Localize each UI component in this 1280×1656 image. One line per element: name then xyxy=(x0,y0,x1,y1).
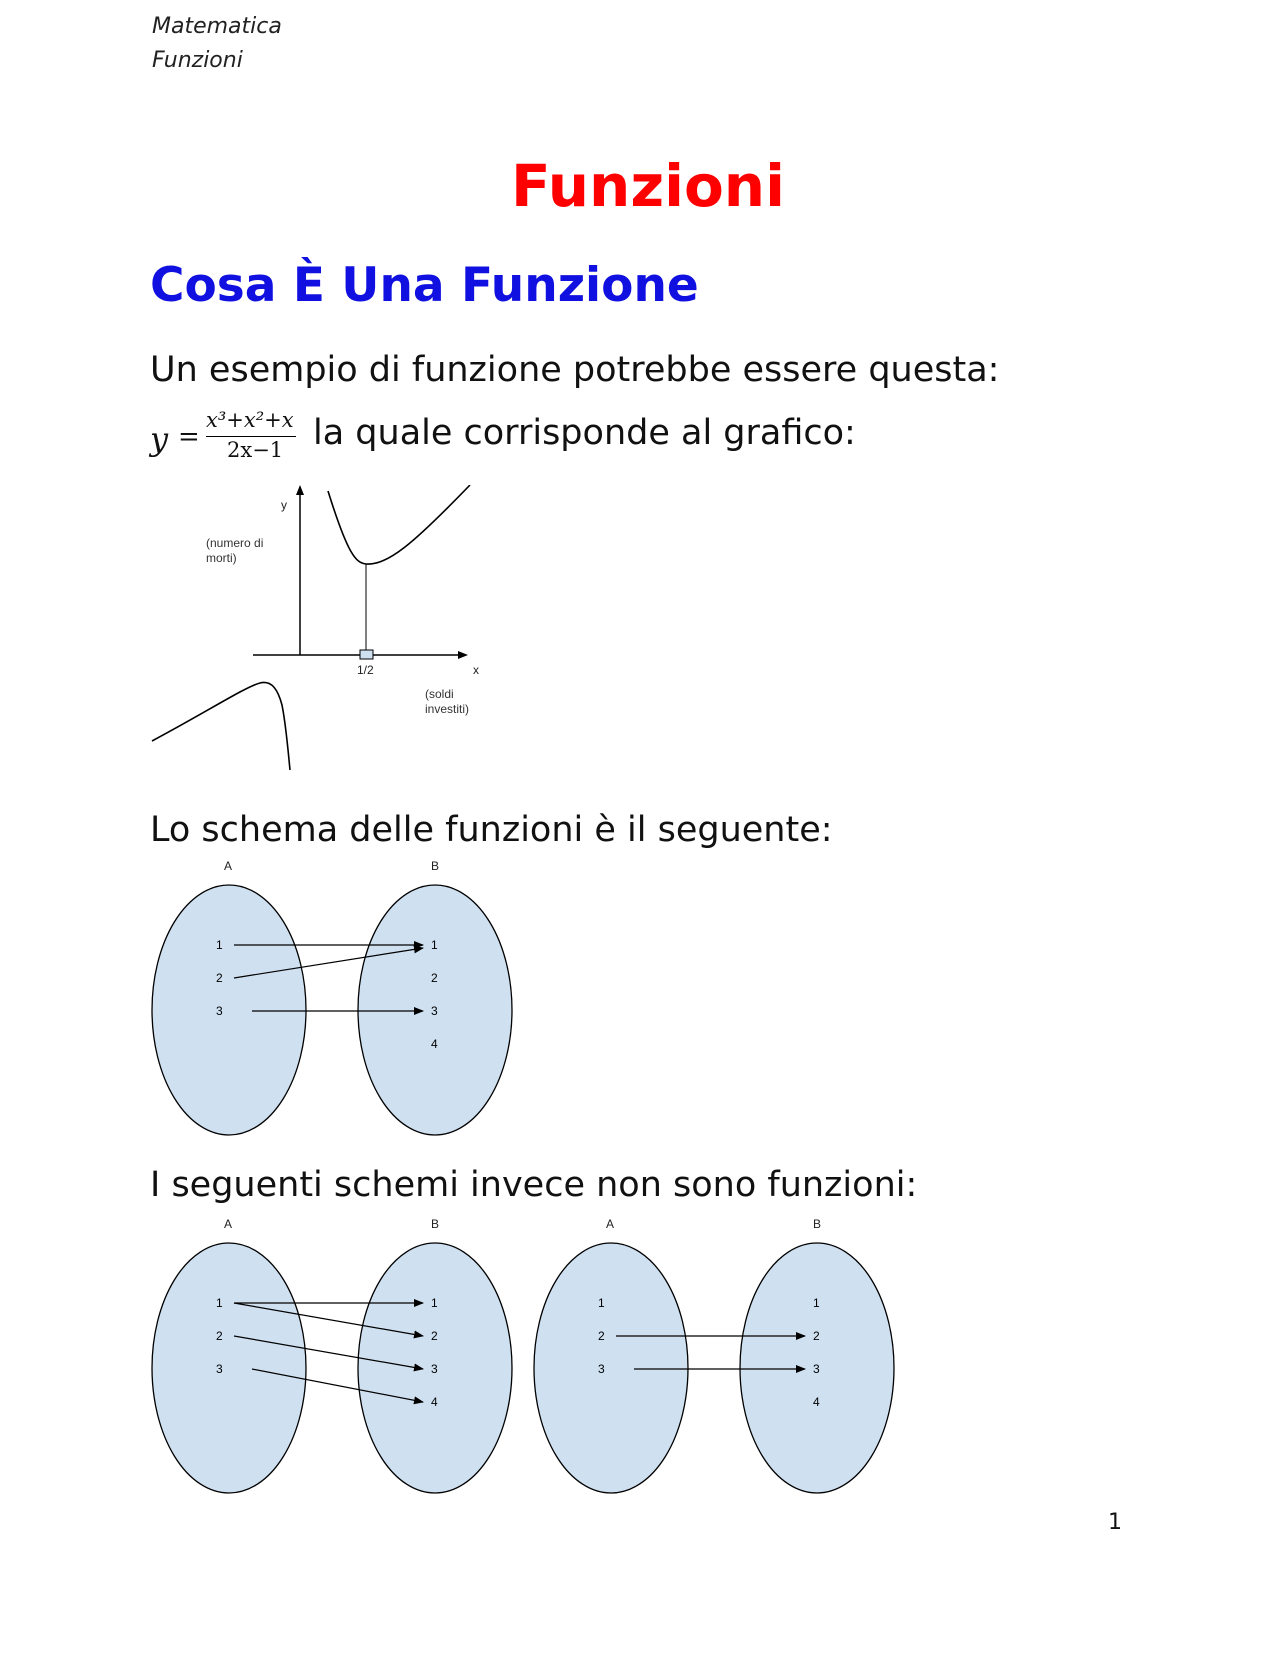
set-a-element: 2 xyxy=(216,1329,223,1343)
x-axis-desc-line2: investiti) xyxy=(425,702,470,716)
y-axis-label: y xyxy=(281,498,287,512)
set-b-label: B xyxy=(813,1217,822,1231)
y-axis-desc-line2: morti) xyxy=(206,551,237,565)
set-b-element: 4 xyxy=(431,1395,438,1409)
set-b-element: 1 xyxy=(813,1296,820,1310)
formula-denominator: 2x−1 xyxy=(227,438,284,462)
formula-equals: = xyxy=(178,422,200,452)
page-title xyxy=(0,152,1280,220)
set-b-element: 4 xyxy=(813,1395,820,1409)
set-a-element: 1 xyxy=(216,1296,223,1310)
set-a-label: A xyxy=(224,859,233,873)
page-number: 1 xyxy=(1108,1510,1122,1535)
x-axis-arrow xyxy=(458,651,468,659)
set-b-element: 4 xyxy=(431,1037,438,1051)
set-a-ellipse xyxy=(152,885,306,1135)
set-b-element: 1 xyxy=(431,1296,438,1310)
function-mapping-diagram xyxy=(150,855,530,1145)
graph-caption: la quale corrisponde al grafico: xyxy=(313,413,856,453)
formula-lhs: y xyxy=(150,420,169,458)
x-axis-desc-line1: (soldi xyxy=(425,687,454,701)
function-graph xyxy=(150,485,490,780)
set-a-label: A xyxy=(606,1217,615,1231)
set-a-ellipse xyxy=(152,1243,306,1493)
set-b-element: 3 xyxy=(431,1362,438,1376)
section-heading: Cosa È Una Funzione xyxy=(150,258,699,313)
set-b-label: B xyxy=(431,1217,440,1231)
schema-paragraph: Lo schema delle funzioni è il seguente: xyxy=(150,810,833,850)
set-b-element: 1 xyxy=(431,938,438,952)
set-b-element: 2 xyxy=(813,1329,820,1343)
y-axis-arrow xyxy=(296,485,304,495)
set-a-element: 3 xyxy=(598,1362,605,1376)
non-function-diagram-2 xyxy=(532,1213,912,1503)
half-tick-marker xyxy=(360,650,373,659)
set-a-element: 1 xyxy=(598,1296,605,1310)
fraction-bar xyxy=(206,436,296,437)
formula-numerator: x³+x²+x xyxy=(206,408,294,432)
function-formula xyxy=(150,408,310,468)
set-a-element: 2 xyxy=(216,971,223,985)
header-subject: Matematica xyxy=(152,14,282,39)
y-axis-desc-line1: (numero di xyxy=(206,536,264,550)
half-tick-label: 1/2 xyxy=(357,663,374,677)
set-a-element: 3 xyxy=(216,1004,223,1018)
set-a-element: 2 xyxy=(598,1329,605,1343)
x-axis-label: x xyxy=(473,663,479,677)
right-branch-curve xyxy=(328,485,470,564)
non-function-diagram-1 xyxy=(150,1213,530,1503)
set-b-element: 2 xyxy=(431,971,438,985)
set-a-ellipse xyxy=(534,1243,688,1493)
intro-paragraph: Un esempio di funzione potrebbe essere questa: xyxy=(150,350,1000,390)
header-topic: Funzioni xyxy=(152,48,243,73)
set-b-element: 2 xyxy=(431,1329,438,1343)
set-a-element: 3 xyxy=(216,1362,223,1376)
non-functions-paragraph: I seguenti schemi invece non sono funzioni: xyxy=(150,1165,918,1205)
page-title-text: Funzioni xyxy=(511,152,785,220)
set-a-element: 1 xyxy=(216,938,223,952)
set-b-label: B xyxy=(431,859,440,873)
set-a-label: A xyxy=(224,1217,233,1231)
set-b-element: 3 xyxy=(431,1004,438,1018)
set-b-element: 3 xyxy=(813,1362,820,1376)
left-branch-curve xyxy=(152,682,290,770)
